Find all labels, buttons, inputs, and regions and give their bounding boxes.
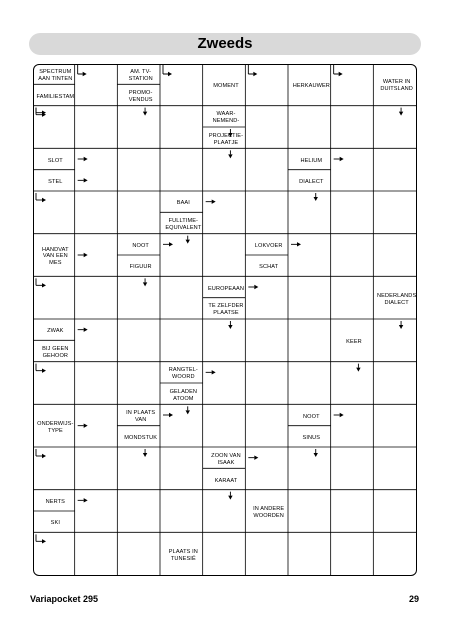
clue-cell: SKI (50, 520, 60, 527)
arrow-head-icon (339, 72, 343, 76)
clue-cell: EUROPEAAN (207, 285, 244, 292)
arrow-head-icon (212, 200, 216, 204)
arrow-head-icon (255, 285, 259, 289)
arrow-head-icon (42, 454, 46, 458)
clue-cell: SLOT (47, 157, 63, 164)
clue-cell: NOOT (132, 242, 149, 249)
clue-cell: DIALECT (299, 178, 324, 185)
arrow-head-icon (84, 179, 88, 183)
clue-cell: ZWAK (47, 328, 64, 335)
arrow-head-icon (84, 157, 88, 161)
clue-cell: NERTS (45, 498, 65, 505)
clue-cell: SPECTRUM AAN TINTEN (38, 68, 73, 82)
arrow-head-icon (229, 325, 233, 329)
clue-cell: GELADEN ATOOM (169, 388, 198, 402)
clue-cell: FAMILIESTAM (36, 93, 75, 100)
clue-cell: LOKVOER (254, 242, 283, 249)
arrow-head-icon (254, 72, 258, 76)
clue-cell: ONDERWIJS-TYPE (37, 420, 74, 434)
arrow-head-icon (255, 456, 259, 460)
arrow-head-icon (168, 72, 172, 76)
clue-cell: HERKAUWER (292, 82, 330, 89)
clue-cell: SINUS (302, 434, 321, 441)
arrow-head-icon (84, 253, 88, 257)
clue-cell: BAAI (176, 200, 190, 207)
arrow-head-icon (399, 112, 403, 116)
arrow-head-icon (314, 197, 318, 201)
clue-cell: NEDERLANDS DIALECT (377, 292, 417, 306)
arrow-head-icon (229, 496, 233, 500)
clue-cell: NOOT (303, 413, 320, 420)
clue-cell: HELIUM (300, 157, 323, 164)
clue-cell: IN ANDERE WOORDEN (253, 506, 285, 519)
clue-cell: PROMO-VENDUS (128, 90, 153, 103)
clue-cell: KEER (346, 338, 362, 345)
page-title: Zweeds (197, 35, 253, 52)
clue-cell: PLAATS IN TUNESIË (168, 548, 198, 562)
arrow-head-icon (340, 157, 344, 161)
clue-cell: MONDSTUK (124, 434, 158, 441)
footer-page-number: 29 (408, 594, 419, 604)
clue-cell: WAAR-NEMEND- (212, 111, 240, 125)
clue-cell: BIJ GEEN GEHOOR (42, 346, 69, 359)
arrow-head-icon (169, 243, 173, 247)
arrow-head-icon (169, 413, 173, 417)
clue-cell: IN PLAATS VAN (126, 410, 156, 423)
clue-cell: PROJECTIE-PLAATJE (208, 132, 244, 146)
arrow-head-icon (42, 369, 46, 373)
arrow-head-icon (84, 499, 88, 503)
arrow-head-icon (83, 72, 87, 76)
crossword-grid (33, 64, 417, 576)
clue-cell: RANGTEL-WOORD (168, 367, 198, 381)
title-bar (29, 33, 421, 55)
clue-cell: WATER IN DUITSLAND (380, 79, 413, 93)
arrow-head-icon (84, 328, 88, 332)
footer-magazine: Variapocket 295 (30, 594, 99, 604)
clue-cell: KARAAT (214, 477, 238, 484)
arrow-head-icon (42, 198, 46, 202)
arrow-head-icon (143, 453, 147, 457)
arrow-head-icon (340, 413, 344, 417)
arrow-head-icon (186, 240, 190, 244)
arrow-head-icon (297, 243, 301, 247)
arrow-head-icon (399, 325, 403, 329)
clue-cell: HANDVAT VAN EEN MES (42, 246, 69, 267)
arrow-head-icon (42, 284, 46, 288)
clue-cell: AM. TV-STATION (128, 68, 153, 82)
clue-cell: MOMENT (213, 82, 239, 89)
arrow-head-icon (143, 112, 147, 116)
arrow-head-icon (314, 453, 318, 457)
arrow-head-icon (84, 424, 88, 428)
arrow-head-icon (42, 540, 46, 544)
clue-cell: SCHAT (259, 264, 279, 271)
clue-cell: STEL (48, 178, 63, 185)
arrow-head-icon (186, 411, 190, 415)
arrow-head-icon (212, 371, 216, 375)
arrow-head-icon (357, 368, 361, 372)
clue-cell: ZOON VAN ISAAK (211, 452, 241, 466)
clue-cell: FULLTIME-EQUIVALENT (165, 218, 202, 231)
clue-cell: TE ZELFDER PLAATSE (208, 303, 244, 317)
clue-cell: FIGUUR (129, 264, 152, 271)
arrow-head-icon (143, 283, 147, 287)
arrow-head-icon (229, 155, 233, 159)
